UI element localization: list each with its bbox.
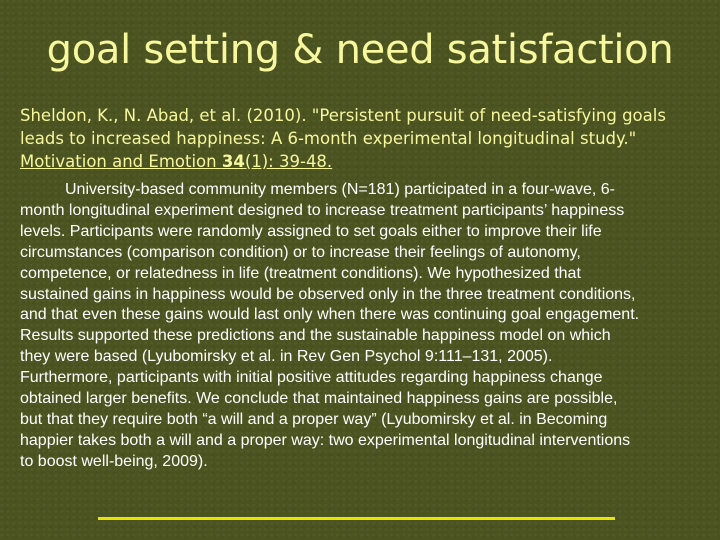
abstract-line: happier takes both a will and a proper way: two experimental longitudinal interventions xyxy=(20,431,631,449)
abstract-line: circumstances (comparison condition) or to increase their feelings of autonomy, xyxy=(20,243,581,261)
citation-journal[interactable]: Motivation and Emotion xyxy=(20,152,222,171)
abstract-line: University-based community members (N=181) participated in a four-wave, 6- xyxy=(65,181,615,198)
footer-divider xyxy=(98,517,615,520)
abstract-line: levels. Participants were randomly assigned to set goals either to improve their life xyxy=(20,222,602,240)
abstract-line: sustained gains in happiness would be observed only in the three treatment conditions, xyxy=(20,285,636,303)
abstract-line: and that even these gains would last only when there was continuing goal engagement. xyxy=(20,306,640,324)
citation-volume[interactable]: 34 xyxy=(221,152,245,171)
citation-line-2: leads to increased happiness: A 6-month experimental longitudinal study." xyxy=(20,129,637,148)
citation-line-3[interactable] xyxy=(20,150,716,173)
abstract-line: to boost well-being, 2009). xyxy=(20,452,208,470)
citation xyxy=(20,104,716,173)
abstract-line: month longitudinal experiment designed to increase treatment participants’ happiness xyxy=(20,201,625,219)
abstract-line: competence, or relatedness in life (treatment conditions). We hypothesized that xyxy=(20,264,581,282)
abstract-line: but that they require both “a will and a proper way” (Lyubomirsky et al. in Becoming xyxy=(20,410,608,428)
abstract-line: Furthermore, participants with initial positive attitudes regarding happiness change xyxy=(20,369,603,387)
abstract-line: obtained larger benefits. We conclude that maintained happiness gains are possible, xyxy=(20,390,618,408)
slide-title: goal setting & need satisfaction xyxy=(46,27,674,73)
abstract xyxy=(20,180,718,473)
abstract-line: they were based (Lyubomirsky et al. in Rev Gen Psychol 9:111–131, 2005). xyxy=(20,348,553,366)
citation-issue-pages[interactable]: (1): 39-48. xyxy=(244,152,333,171)
abstract-line: Results supported these predictions and the sustainable happiness model on which xyxy=(20,327,611,345)
citation-line-1: Sheldon, K., N. Abad, et al. (2010). "Persistent pursuit of need-satisfying goals xyxy=(20,106,666,125)
